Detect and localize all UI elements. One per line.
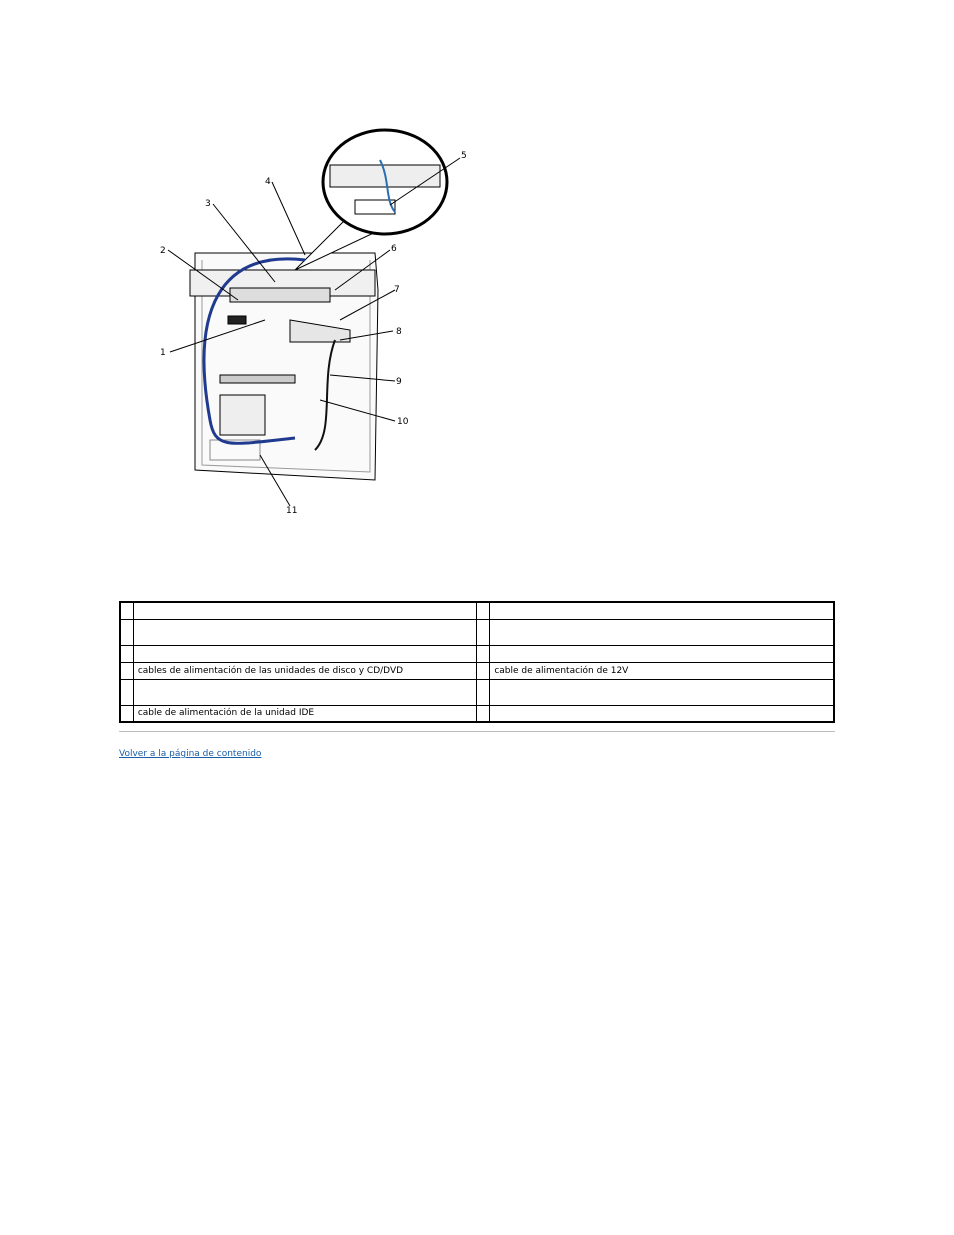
callout-1: 1 [160, 348, 166, 358]
horizontal-divider [119, 731, 835, 732]
legend-desc [133, 679, 477, 705]
legend-desc [133, 619, 477, 645]
legend-num [477, 619, 490, 645]
callout-8: 8 [396, 327, 402, 337]
callout-5: 5 [461, 151, 467, 161]
table-row [120, 662, 834, 679]
callout-4: 4 [265, 177, 271, 187]
callout-11: 11 [286, 506, 298, 516]
table-row [120, 679, 834, 705]
callout-2: 2 [160, 246, 166, 256]
legend-desc [490, 705, 834, 722]
legend-num [477, 705, 490, 722]
table-row [120, 645, 834, 662]
legend-num [120, 662, 133, 679]
cable-routing-svg [150, 120, 470, 520]
legend-num [120, 602, 133, 619]
legend-desc [133, 645, 477, 662]
legend-num [120, 705, 133, 722]
legend-desc: cable de alimentación de 12V [490, 662, 834, 679]
callout-10: 10 [397, 417, 409, 427]
legend-num [120, 679, 133, 705]
callout-3: 3 [205, 199, 211, 209]
table-row [120, 602, 834, 619]
legend-table [119, 601, 835, 723]
legend-num [477, 602, 490, 619]
legend-desc [490, 645, 834, 662]
legend-num [477, 645, 490, 662]
legend-desc [490, 602, 834, 619]
legend-num [120, 619, 133, 645]
table-row [120, 619, 834, 645]
callout-6: 6 [391, 244, 397, 254]
legend-desc [133, 602, 477, 619]
legend-num [120, 645, 133, 662]
legend-desc [490, 679, 834, 705]
legend-desc [490, 619, 834, 645]
legend-num [477, 662, 490, 679]
callout-9: 9 [396, 377, 402, 387]
legend-num [477, 679, 490, 705]
chassis-drawing [190, 253, 378, 480]
back-to-contents-link[interactable]: Volver a la página de contenido [119, 749, 262, 759]
legend-desc: cables de alimentación de las unidades de disco y CD/DVD [133, 662, 477, 679]
callout-7: 7 [394, 285, 400, 295]
detail-inset [295, 130, 447, 270]
cable-routing-diagram [150, 120, 470, 520]
legend-desc: cable de alimentación de la unidad IDE [133, 705, 477, 722]
table-row [120, 705, 834, 722]
